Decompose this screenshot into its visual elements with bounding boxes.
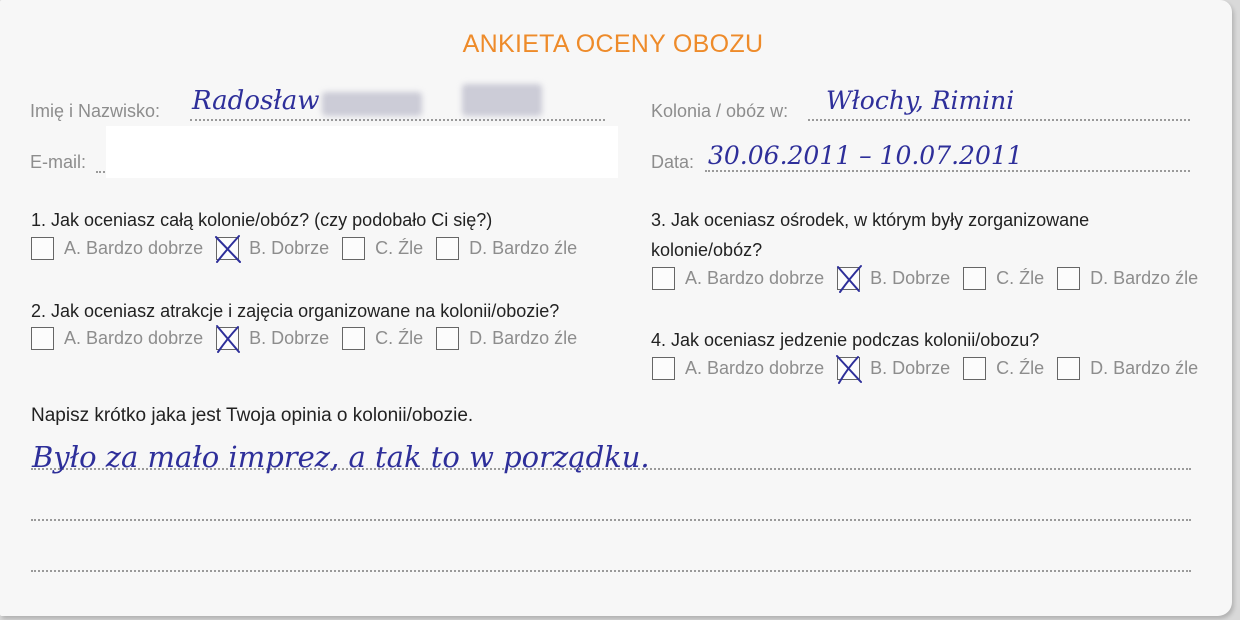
opinion-prompt: Napisz krótko jaka jest Twoja opinia o kolonii/obozie.: [31, 405, 474, 426]
question-3-options: [652, 267, 1211, 290]
date-value[interactable]: 30.06.2011 – 10.07.2011: [708, 141, 1023, 170]
option-label: C. Źle: [375, 238, 424, 258]
opinion-line-2[interactable]: [31, 519, 1191, 521]
checkbox[interactable]: [1057, 267, 1080, 290]
question-4: 4. Jak oceniasz jedzenie podczas kolonii/obozu?: [651, 330, 1040, 350]
checkbox[interactable]: [963, 357, 986, 380]
option-label: D. Bardzo źle: [1090, 358, 1199, 378]
q2-option-a[interactable]: [31, 327, 203, 350]
question-3-line-1: 3. Jak oceniasz ośrodek, w którym były zorganizowane: [651, 210, 1090, 230]
x-mark-icon: [835, 354, 863, 384]
name-line: [190, 119, 605, 121]
opinion-line-3[interactable]: [31, 570, 1191, 572]
checkbox[interactable]: [31, 237, 54, 260]
q1-option-a[interactable]: [31, 237, 203, 260]
checkbox[interactable]: [342, 237, 365, 260]
option-label: A. Bardzo dobrze: [685, 358, 825, 378]
name-value[interactable]: Radosław: [192, 86, 320, 116]
x-mark-icon: [214, 324, 242, 354]
date-line: [705, 170, 1190, 172]
question-2-options: [31, 327, 590, 350]
q1-option-b[interactable]: [216, 237, 329, 260]
q3-option-a[interactable]: [652, 267, 824, 290]
option-label: D. Bardzo źle: [469, 238, 578, 258]
q2-option-d[interactable]: [436, 327, 577, 350]
option-label: B. Dobrze: [870, 358, 951, 378]
question-1: 1. Jak oceniasz całą kolonie/obóz? (czy podobało Ci się?): [31, 210, 493, 230]
checkbox[interactable]: [963, 267, 986, 290]
question-1-options: [31, 237, 590, 260]
q1-option-d[interactable]: [436, 237, 577, 260]
q2-option-b[interactable]: [216, 327, 329, 350]
q1-option-c[interactable]: [342, 237, 423, 260]
option-label: B. Dobrze: [249, 238, 330, 258]
camp-line: [808, 119, 1190, 121]
checkbox[interactable]: [436, 237, 459, 260]
checkbox[interactable]: [652, 357, 675, 380]
opinion-answer[interactable]: Było za mało imprez, a tak to w porządku.: [32, 440, 650, 474]
camp-label: Kolonia / obóz w:: [651, 101, 789, 121]
checkbox-checked[interactable]: [837, 357, 860, 380]
name-blur-1: [322, 92, 422, 116]
q3-option-b[interactable]: [837, 267, 950, 290]
email-label: E-mail:: [30, 152, 87, 172]
q4-option-a[interactable]: [652, 357, 824, 380]
option-label: C. Źle: [996, 358, 1045, 378]
date-label: Data:: [651, 152, 695, 172]
option-label: B. Dobrze: [249, 328, 330, 348]
question-3-line-2: kolonie/obóz?: [651, 240, 763, 260]
name-blur-2: [462, 84, 542, 116]
option-label: A. Bardzo dobrze: [685, 268, 825, 288]
x-mark-icon: [835, 264, 863, 294]
q3-option-d[interactable]: [1057, 267, 1198, 290]
x-mark-icon: [214, 234, 242, 264]
question-2: 2. Jak oceniasz atrakcje i zajęcia organizowane na kolonii/obozie?: [31, 301, 560, 321]
checkbox[interactable]: [1057, 357, 1080, 380]
question-4-options: [652, 357, 1211, 380]
q4-option-d[interactable]: [1057, 357, 1198, 380]
name-label: Imię i Nazwisko:: [30, 101, 161, 121]
q2-option-c[interactable]: [342, 327, 423, 350]
option-label: D. Bardzo źle: [469, 328, 578, 348]
checkbox-checked[interactable]: [216, 237, 239, 260]
checkbox[interactable]: [652, 267, 675, 290]
form-title: ANKIETA OCENY OBOZU: [462, 30, 764, 58]
checkbox-checked[interactable]: [837, 267, 860, 290]
option-label: C. Źle: [996, 268, 1045, 288]
checkbox[interactable]: [342, 327, 365, 350]
email-redaction: [106, 126, 618, 178]
q4-option-b[interactable]: [837, 357, 950, 380]
option-label: D. Bardzo źle: [1090, 268, 1199, 288]
option-label: C. Źle: [375, 328, 424, 348]
checkbox-checked[interactable]: [216, 327, 239, 350]
option-label: B. Dobrze: [870, 268, 951, 288]
option-label: A. Bardzo dobrze: [64, 328, 204, 348]
camp-value[interactable]: Włochy, Rimini: [826, 86, 1015, 115]
checkbox[interactable]: [31, 327, 54, 350]
q3-option-c[interactable]: [963, 267, 1044, 290]
option-label: A. Bardzo dobrze: [64, 238, 204, 258]
q4-option-c[interactable]: [963, 357, 1044, 380]
checkbox[interactable]: [436, 327, 459, 350]
